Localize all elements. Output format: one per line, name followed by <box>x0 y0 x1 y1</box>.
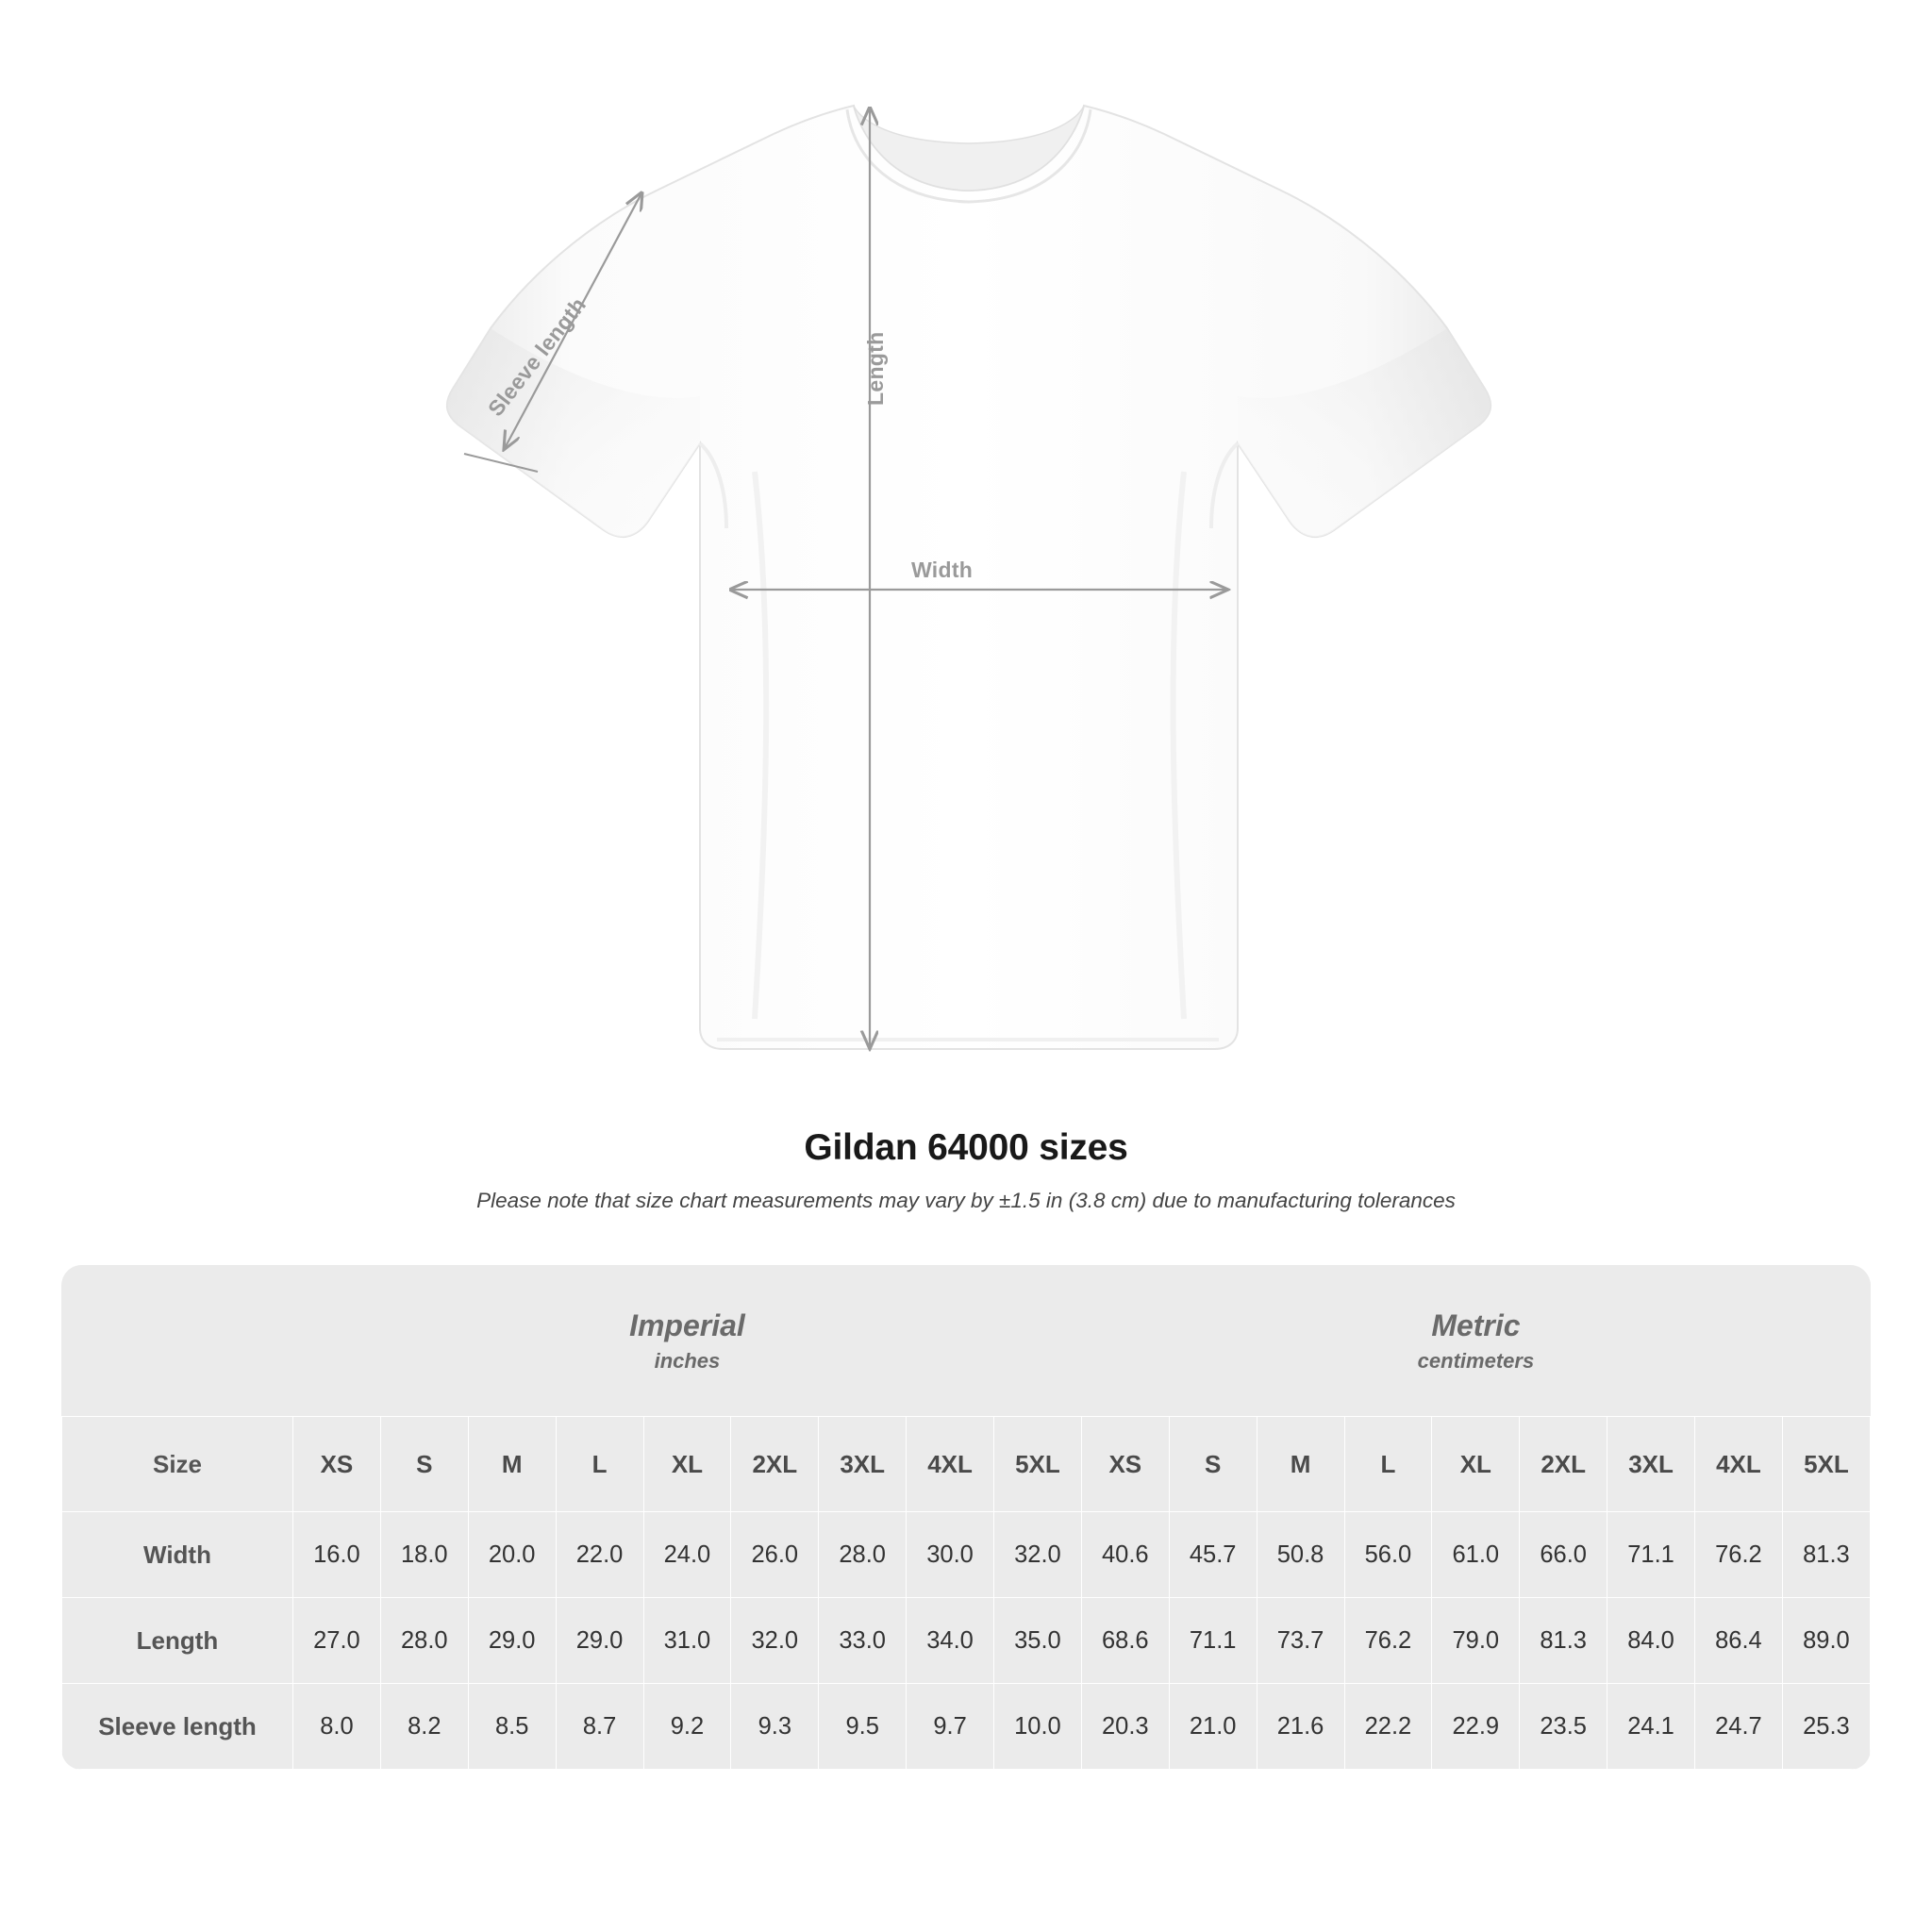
sleeve-2xl-in: 9.3 <box>731 1684 819 1770</box>
width-3xl-cm: 71.1 <box>1607 1512 1695 1598</box>
sleeve-length-label: Sleeve length <box>483 292 591 422</box>
size-col-2: M <box>468 1417 556 1512</box>
size-col-17: 5XL <box>1782 1417 1870 1512</box>
length-xl-cm: 79.0 <box>1432 1598 1520 1684</box>
unit-group-imperial <box>293 1265 1082 1417</box>
sleeve-xs-cm: 20.3 <box>1081 1684 1169 1770</box>
sleeve-s-cm: 21.0 <box>1169 1684 1257 1770</box>
length-2xl-cm: 81.3 <box>1520 1598 1607 1684</box>
width-xs-in: 16.0 <box>293 1512 381 1598</box>
length-l-cm: 76.2 <box>1344 1598 1432 1684</box>
length-xs-in: 27.0 <box>293 1598 381 1684</box>
sleeve-m-in: 8.5 <box>468 1684 556 1770</box>
sleeve-l-in: 8.7 <box>556 1684 643 1770</box>
width-xl-cm: 61.0 <box>1432 1512 1520 1598</box>
length-3xl-in: 33.0 <box>819 1598 907 1684</box>
length-3xl-cm: 84.0 <box>1607 1598 1695 1684</box>
sleeve-l-cm: 22.2 <box>1344 1684 1432 1770</box>
length-s-cm: 71.1 <box>1169 1598 1257 1684</box>
size-col-1: S <box>380 1417 468 1512</box>
size-col-0: XS <box>293 1417 381 1512</box>
length-label: Length <box>863 331 888 406</box>
length-4xl-in: 34.0 <box>907 1598 994 1684</box>
width-l-in: 22.0 <box>556 1512 643 1598</box>
table-row <box>62 1598 1871 1684</box>
sleeve-4xl-cm: 24.7 <box>1695 1684 1783 1770</box>
size-col-8: 5XL <box>994 1417 1082 1512</box>
unit-group-metric <box>1081 1265 1870 1417</box>
width-5xl-in: 32.0 <box>994 1512 1082 1598</box>
length-xl-in: 31.0 <box>643 1598 731 1684</box>
size-col-9: XS <box>1081 1417 1169 1512</box>
length-m-in: 29.0 <box>468 1598 556 1684</box>
size-col-14: 2XL <box>1520 1417 1607 1512</box>
width-5xl-cm: 81.3 <box>1782 1512 1870 1598</box>
width-m-in: 20.0 <box>468 1512 556 1598</box>
length-l-in: 29.0 <box>556 1598 643 1684</box>
width-4xl-in: 30.0 <box>907 1512 994 1598</box>
row-label-width: Width <box>62 1512 293 1598</box>
size-col-4: XL <box>643 1417 731 1512</box>
size-header-row <box>62 1417 1871 1512</box>
size-col-7: 4XL <box>907 1417 994 1512</box>
sleeve-s-in: 8.2 <box>380 1684 468 1770</box>
table-row <box>62 1684 1871 1770</box>
length-5xl-cm: 89.0 <box>1782 1598 1870 1684</box>
sleeve-xs-in: 8.0 <box>293 1684 381 1770</box>
size-col-16: 4XL <box>1695 1417 1783 1512</box>
width-s-in: 18.0 <box>380 1512 468 1598</box>
sleeve-m-cm: 21.6 <box>1257 1684 1344 1770</box>
sleeve-xl-in: 9.2 <box>643 1684 731 1770</box>
unit-sub-imperial: inches <box>654 1348 721 1373</box>
length-m-cm: 73.7 <box>1257 1598 1344 1684</box>
width-s-cm: 45.7 <box>1169 1512 1257 1598</box>
width-4xl-cm: 76.2 <box>1695 1512 1783 1598</box>
size-table <box>61 1265 1871 1770</box>
size-col-11: M <box>1257 1417 1344 1512</box>
width-3xl-in: 28.0 <box>819 1512 907 1598</box>
size-header-label: Size <box>62 1417 293 1512</box>
page-title: Gildan 64000 sizes <box>804 1127 1128 1168</box>
size-col-6: 3XL <box>819 1417 907 1512</box>
row-label-length: Length <box>62 1598 293 1684</box>
size-col-5: 2XL <box>731 1417 819 1512</box>
sleeve-5xl-cm: 25.3 <box>1782 1684 1870 1770</box>
sleeve-3xl-in: 9.5 <box>819 1684 907 1770</box>
length-5xl-in: 35.0 <box>994 1598 1082 1684</box>
table-row <box>62 1512 1871 1598</box>
width-xs-cm: 40.6 <box>1081 1512 1169 1598</box>
width-xl-in: 24.0 <box>643 1512 731 1598</box>
width-2xl-in: 26.0 <box>731 1512 819 1598</box>
size-col-10: S <box>1169 1417 1257 1512</box>
size-col-3: L <box>556 1417 643 1512</box>
size-col-12: L <box>1344 1417 1432 1512</box>
width-2xl-cm: 66.0 <box>1520 1512 1607 1598</box>
row-label-sleeve-length: Sleeve length <box>62 1684 293 1770</box>
length-s-in: 28.0 <box>380 1598 468 1684</box>
sleeve-3xl-cm: 24.1 <box>1607 1684 1695 1770</box>
unit-name-metric: Metric <box>1431 1307 1521 1342</box>
width-m-cm: 50.8 <box>1257 1512 1344 1598</box>
sleeve-2xl-cm: 23.5 <box>1520 1684 1607 1770</box>
sleeve-4xl-in: 9.7 <box>907 1684 994 1770</box>
size-col-15: 3XL <box>1607 1417 1695 1512</box>
unit-header-blank <box>62 1265 293 1417</box>
length-xs-cm: 68.6 <box>1081 1598 1169 1684</box>
tolerance-note: Please note that size chart measurements may vary by ±1.5 in (3.8 cm) due to manufacturing tolerances <box>476 1189 1456 1212</box>
width-label: Width <box>911 558 974 582</box>
sleeve-5xl-in: 10.0 <box>994 1684 1082 1770</box>
unit-sub-metric: centimeters <box>1417 1348 1535 1373</box>
size-table-container <box>61 1265 1871 1770</box>
sleeve-xl-cm: 22.9 <box>1432 1684 1520 1770</box>
size-col-13: XL <box>1432 1417 1520 1512</box>
unit-name-imperial: Imperial <box>629 1307 745 1342</box>
unit-header-row <box>62 1265 1871 1417</box>
size-chart-heading <box>0 1127 1932 1213</box>
length-2xl-in: 32.0 <box>731 1598 819 1684</box>
length-4xl-cm: 86.4 <box>1695 1598 1783 1684</box>
width-l-cm: 56.0 <box>1344 1512 1432 1598</box>
